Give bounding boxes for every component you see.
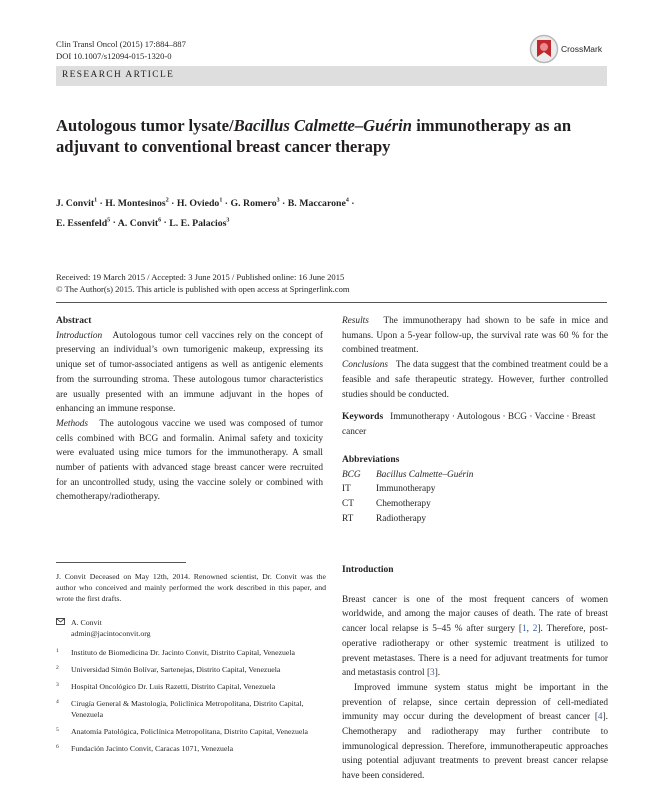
keywords bbox=[342, 410, 608, 439]
abstract-methods: Methods The autologous vaccine we used was composed of tumor cells combined with BCG and formalin. Animal safety and toxicity were evaluated using mice tumors for the immunotherapy. A small number of patients with advanced stage breast cancer were recruited for an uncontrolled study, using the vaccine solely or combined with chemotherapy/radiotherapy. bbox=[56, 418, 323, 503]
corresponding-name: A. Convit bbox=[71, 618, 102, 627]
keywords-text: Immunotherapy · Autologous · BCG · Vaccine · Breast cancer bbox=[342, 412, 596, 437]
journal-citation: Clin Transl Oncol (2015) 17:884–887 bbox=[56, 39, 186, 49]
abstract-right bbox=[342, 314, 608, 402]
journal-doi: DOI 10.1007/s12094-015-1320-0 bbox=[56, 51, 172, 61]
citation-link[interactable]: 2 bbox=[532, 624, 538, 635]
abstract-results: Results The immunotherapy had shown to be safe in mice and humans. Upon a 5-year follow-up, the survival rate was 60 % for the combined treatment. bbox=[342, 316, 608, 356]
author[interactable]: H. Oviedo$^1$ bbox=[176, 198, 223, 210]
deceased-note: J. Convit Deceased on May 12th, 2014. Renowned scientist, Dr. Convit was the author who conceived and mainly performed the work described in this paper, and wrote the first drafts. bbox=[56, 572, 326, 603]
publication-dates bbox=[56, 271, 596, 295]
citation-link[interactable]: 1 bbox=[521, 624, 527, 635]
introduction-section bbox=[342, 563, 608, 784]
abbreviations bbox=[342, 453, 608, 527]
corresponding-author bbox=[56, 617, 326, 639]
introduction-paragraph-1: Breast cancer is one of the most frequent cancers of women worldwide, and among the major causes of death. The rate of breast cancer local relapse is 5–45 % after surgery [1, 2]. Therefore, post-operative radiotherapy or other systemic treatment is utilized to prevent metastases. There is a need for adjuvant treatments for tumor and metastasis control [3]. bbox=[342, 594, 608, 679]
author-list: J. Convit$^1$ · H. Montesinos$^2$ · H. Oviedo$^1$ · G. Romero$^3$ · B. Maccarone$^4$ · E. Essenfeld$^5$ · A. Convit$^6$ · L. E. Palacios$^3$ bbox=[56, 198, 355, 229]
crossmark-icon bbox=[529, 34, 559, 64]
abbreviations-heading: Abbreviations bbox=[342, 455, 400, 465]
article-type-banner bbox=[56, 66, 607, 86]
abbreviation-row: CT Chemotherapy bbox=[342, 499, 431, 510]
keywords-heading: Keywords bbox=[342, 412, 384, 422]
title-part2: immunotherapy as an adjuvant to conventional breast cancer therapy bbox=[56, 116, 572, 156]
corresponding-email[interactable]: admin@jacintoconvit.org bbox=[71, 629, 151, 638]
author[interactable]: H. Montesinos$^2$ bbox=[105, 198, 169, 210]
dates-received: Received: 19 March 2015 / Accepted: 3 June 2015 / Published online: 16 June 2015 bbox=[56, 272, 345, 282]
envelope-icon bbox=[56, 617, 71, 639]
author[interactable]: L. E. Palacios$^3$ bbox=[169, 217, 230, 229]
abstract-introduction: Introduction Autologous tumor cell vaccines rely on the concept of preserving an individual’s own tumorigenic makeup, expressing its unique set of tumor-associated antigens as well as antigenic elements from the surrounding stroma. These autologous tumor characteristics are usually presented with an immune adjuvant in the hopes of enhancing an immune response. bbox=[56, 330, 323, 415]
title-part1: Autologous tumor lysate/ bbox=[56, 116, 234, 135]
author[interactable]: E. Essenfeld$^5$ bbox=[56, 217, 111, 229]
divider bbox=[56, 302, 607, 303]
article-type: RESEARCH ARTICLE bbox=[62, 70, 175, 80]
introduction-paragraph-2: Improved immune system status might be important in the prevention of relapse, since certain depression of cell-mediated immunity may occur during the development of breast cancer [4]. Chemotherapy and radiotherapy may further contribute to immunological depression. Therefore, immunotherapeutic approaches using potential adjuvant treatments to prevent breast cancer relapse have been considered. bbox=[342, 682, 608, 782]
copyright-line: © The Author(s) 2015. This article is published with open access at Springerlink.com bbox=[56, 284, 350, 294]
affiliations bbox=[56, 647, 326, 760]
affiliation: 6 Fundación Jacinto Convit, Caracas 1071, Venezuela bbox=[56, 744, 234, 753]
author[interactable]: G. Romero$^3$ bbox=[230, 198, 280, 210]
crossmark-badge[interactable] bbox=[529, 34, 602, 64]
article-title bbox=[56, 115, 596, 157]
introduction-heading: Introduction bbox=[342, 565, 394, 575]
author[interactable]: B. Maccarone$^4$ bbox=[287, 198, 349, 210]
affiliation: 5 Anatomía Patológica, Policlínica Metropolitana, Distrito Capital, Venezuela bbox=[56, 727, 308, 736]
affiliation: 4 Cirugía General & Mastología, Policlínica Metropolitana, Distrito Capital, Venezuela bbox=[56, 699, 304, 719]
author[interactable]: A. Convit$^6$ bbox=[117, 217, 162, 229]
author[interactable]: J. Convit$^1$ bbox=[56, 198, 98, 210]
journal-header bbox=[56, 38, 186, 62]
abbreviation-row: RT Radiotherapy bbox=[342, 513, 427, 524]
citation-link[interactable]: 4 bbox=[597, 712, 603, 723]
abstract-conclusions: Conclusions The data suggest that the combined treatment could be a feasible and safe therapeutic strategy. However, further controlled studies should be conducted. bbox=[342, 360, 608, 400]
title-italic: Bacillus Calmette–Guérin bbox=[233, 116, 413, 135]
affiliation: 1 Instituto de Biomedicina Dr. Jacinto Convit, Distrito Capital, Venezuela bbox=[56, 648, 295, 657]
footnote-rule bbox=[56, 562, 186, 563]
abstract-left bbox=[56, 314, 323, 505]
abbreviation-row: BCG Bacillus Calmette–Guérin bbox=[342, 469, 474, 480]
affiliation: 3 Hospital Oncológico Dr. Luis Razetti, Distrito Capital, Venezuela bbox=[56, 682, 276, 691]
abbreviation-row: IT Immunotherapy bbox=[342, 484, 436, 495]
citation-link[interactable]: 3 bbox=[430, 668, 435, 679]
abstract-heading: Abstract bbox=[56, 316, 92, 326]
crossmark-label: CrossMark bbox=[561, 44, 603, 54]
affiliation: 2 Universidad Simón Bolívar, Sartenejas, Distrito Capital, Venezuela bbox=[56, 665, 281, 674]
